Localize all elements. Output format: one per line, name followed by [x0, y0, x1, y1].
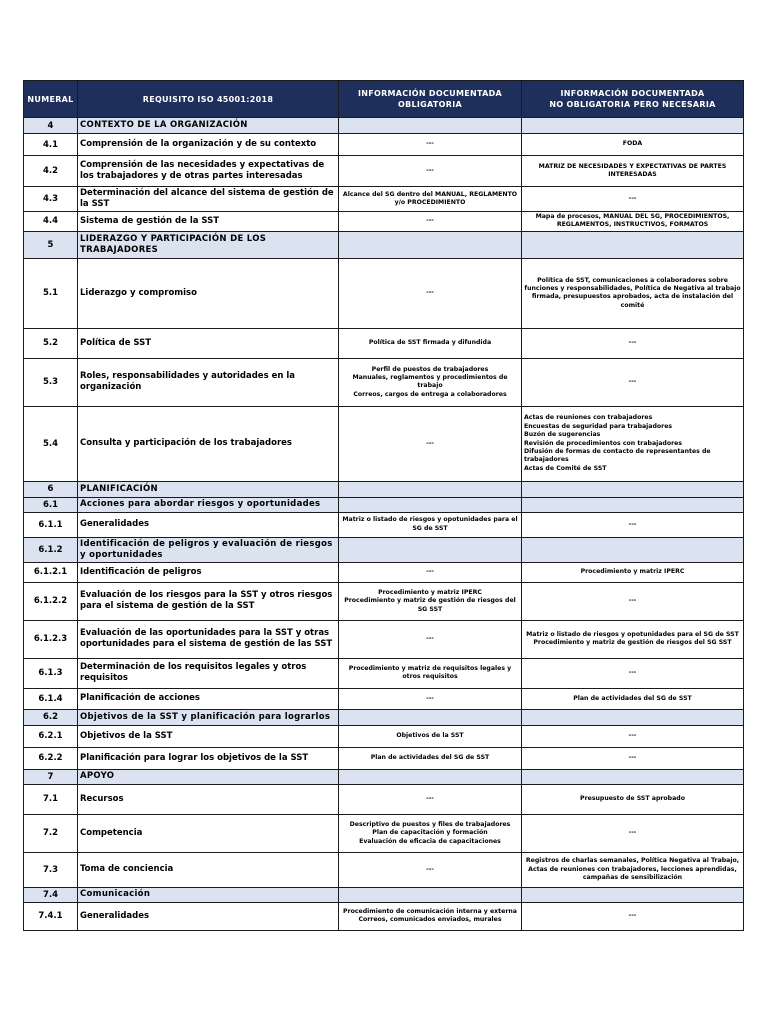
non-mandatory-info-cell: ---: [522, 328, 744, 358]
non-mandatory-info-cell: ---: [522, 512, 744, 537]
requirement-cell: Objetivos de la SST y planificación para lograrlos: [78, 709, 339, 725]
non-mandatory-info-cell: ---: [522, 725, 744, 747]
requirement-cell: Evaluación de las oportunidades para la SST y otras oportunidades para el sistema de gestión de las SST: [78, 620, 339, 658]
mandatory-info-cell: ---: [339, 406, 522, 481]
mandatory-info-cell: [339, 769, 522, 784]
requirement-cell: Identificación de peligros: [78, 562, 339, 582]
mandatory-info-cell: Política de SST firmada y difundida: [339, 328, 522, 358]
requirement-cell: Identificación de peligros y evaluación de riesgos y oportunidades: [78, 537, 339, 562]
numeral-cell: 4.2: [24, 156, 78, 187]
section-row: [24, 709, 744, 725]
requirement-cell: Planificación de acciones: [78, 688, 339, 709]
non-mandatory-info-cell: ---: [522, 814, 744, 852]
requirement-cell: Objetivos de la SST: [78, 725, 339, 747]
mandatory-info-cell: [339, 887, 522, 902]
requirement-cell: Evaluación de los riesgos para la SST y otros riesgos para el sistema de gestión de la SST: [78, 582, 339, 620]
section-row: [24, 231, 744, 258]
non-mandatory-info-cell: Mapa de procesos, MANUAL DEL SG, PROCEDIMIENTOS, REGLAMENTOS, INSTRUCTIVOS, FORMATOS: [522, 212, 744, 232]
table-row: [24, 156, 744, 187]
requirement-cell: Roles, responsabilidades y autoridades en la organización: [78, 358, 339, 406]
table-row: [24, 688, 744, 709]
numeral-cell: 7: [24, 769, 78, 784]
non-mandatory-info-cell: Política de SST, comunicaciones a colaboradores sobre funciones y responsabilidades, Política de Negativa al trabajo firmada, presupuestos aprobados, acta de instalación del comité: [522, 258, 744, 328]
numeral-cell: 4: [24, 118, 78, 134]
table-row: [24, 784, 744, 814]
table-row: [24, 212, 744, 232]
requirement-cell: APOYO: [78, 769, 339, 784]
table-row: [24, 725, 744, 747]
table-row: [24, 328, 744, 358]
header-no-obligatoria: INFORMACIÓN DOCUMENTADA NO OBLIGATORIA PERO NECESARIA: [522, 81, 744, 118]
requirement-cell: Determinación del alcance del sistema de gestión de la SST: [78, 187, 339, 212]
mandatory-info-cell: ---: [339, 784, 522, 814]
numeral-cell: 5.1: [24, 258, 78, 328]
non-mandatory-info-cell: Plan de actividades del SG de SST: [522, 688, 744, 709]
numeral-cell: 6.2.1: [24, 725, 78, 747]
numeral-cell: 6.1: [24, 497, 78, 512]
mandatory-info-cell: ---: [339, 212, 522, 232]
mandatory-info-cell: [339, 118, 522, 134]
requirement-cell: Generalidades: [78, 902, 339, 930]
mandatory-info-cell: Perfil de puestos de trabajadores Manuales, reglamentos y procedimientos de trabajo Correos, cargos de entrega a colaboradores: [339, 358, 522, 406]
non-mandatory-info-cell: ---: [522, 187, 744, 212]
numeral-cell: 6.1.2.2: [24, 582, 78, 620]
requirement-cell: Acciones para abordar riesgos y oportunidades: [78, 497, 339, 512]
non-mandatory-info-cell: [522, 769, 744, 784]
numeral-cell: 4.1: [24, 134, 78, 156]
header-obligatoria: INFORMACIÓN DOCUMENTADA OBLIGATORIA: [339, 81, 522, 118]
mandatory-info-cell: [339, 497, 522, 512]
numeral-cell: 7.4.1: [24, 902, 78, 930]
requirement-cell: Comprensión de la organización y de su contexto: [78, 134, 339, 156]
non-mandatory-info-cell: [522, 497, 744, 512]
requirement-cell: CONTEXTO DE LA ORGANIZACIÓN: [78, 118, 339, 134]
table-row: [24, 852, 744, 887]
numeral-cell: 5.4: [24, 406, 78, 481]
requirement-cell: Planificación para lograr los objetivos de la SST: [78, 747, 339, 769]
numeral-cell: 6.1.2.3: [24, 620, 78, 658]
table-row: [24, 620, 744, 658]
requirement-cell: Sistema de gestión de la SST: [78, 212, 339, 232]
non-mandatory-info-cell: ---: [522, 582, 744, 620]
header-requisito: REQUISITO ISO 45001:2018: [78, 81, 339, 118]
requirement-cell: Consulta y participación de los trabajadores: [78, 406, 339, 481]
table-row: [24, 406, 744, 481]
numeral-cell: 7.1: [24, 784, 78, 814]
table-row: [24, 134, 744, 156]
numeral-cell: 6.1.2: [24, 537, 78, 562]
non-mandatory-info-cell: Presupuesto de SST aprobado: [522, 784, 744, 814]
mandatory-info-cell: [339, 709, 522, 725]
section-row: [24, 887, 744, 902]
mandatory-info-cell: Procedimiento de comunicación interna y externa Correos, comunicados enviados, murales: [339, 902, 522, 930]
numeral-cell: 5.3: [24, 358, 78, 406]
requirement-cell: Recursos: [78, 784, 339, 814]
mandatory-info-cell: ---: [339, 688, 522, 709]
table-row: [24, 902, 744, 930]
non-mandatory-info-cell: [522, 887, 744, 902]
non-mandatory-info-cell: [522, 537, 744, 562]
mandatory-info-cell: ---: [339, 620, 522, 658]
numeral-cell: 5.2: [24, 328, 78, 358]
numeral-cell: 6.2: [24, 709, 78, 725]
requirement-cell: Toma de conciencia: [78, 852, 339, 887]
numeral-cell: 6.1.4: [24, 688, 78, 709]
requirement-cell: PLANIFICACIÓN: [78, 481, 339, 497]
section-row: [24, 537, 744, 562]
non-mandatory-info-cell: [522, 709, 744, 725]
requirement-cell: Liderazgo y compromiso: [78, 258, 339, 328]
mandatory-info-cell: Descriptivo de puestos y files de trabajadores Plan de capacitación y formación Evaluación de eficacia de capacitaciones: [339, 814, 522, 852]
header-numeral: NUMERAL: [24, 81, 78, 118]
table-row: [24, 814, 744, 852]
requirement-cell: Determinación de los requisitos legales y otros requisitos: [78, 658, 339, 688]
non-mandatory-info-cell: [522, 118, 744, 134]
numeral-cell: 6.2.2: [24, 747, 78, 769]
numeral-cell: 6: [24, 481, 78, 497]
table-row: [24, 512, 744, 537]
mandatory-info-cell: ---: [339, 134, 522, 156]
non-mandatory-info-cell: Registros de charlas semanales, Política Negativa al Trabajo, Actas de reuniones con trabajadores, lecciones aprendidas, campañas de sensibilización: [522, 852, 744, 887]
numeral-cell: 7.4: [24, 887, 78, 902]
requirement-cell: LIDERAZGO Y PARTICIPACIÓN DE LOS TRABAJADORES: [78, 231, 339, 258]
non-mandatory-info-cell: ---: [522, 747, 744, 769]
mandatory-info-cell: Matriz o listado de riesgos y opotunidades para el SG de SST: [339, 512, 522, 537]
mandatory-info-cell: Plan de actividades del SG de SST: [339, 747, 522, 769]
non-mandatory-info-cell: [522, 481, 744, 497]
numeral-cell: 6.1.1: [24, 512, 78, 537]
non-mandatory-info-cell: [522, 231, 744, 258]
mandatory-info-cell: ---: [339, 562, 522, 582]
numeral-cell: 4.3: [24, 187, 78, 212]
mandatory-info-cell: [339, 231, 522, 258]
table-row: [24, 658, 744, 688]
mandatory-info-cell: Procedimiento y matriz IPERC Procedimiento y matriz de gestión de riesgos del SG SST: [339, 582, 522, 620]
table-row: [24, 562, 744, 582]
table-row: [24, 187, 744, 212]
section-row: [24, 481, 744, 497]
non-mandatory-info-cell: Matriz o listado de riesgos y opotunidades para el SG de SST Procedimiento y matriz de gestión de riesgos del SG SST: [522, 620, 744, 658]
requirement-cell: Política de SST: [78, 328, 339, 358]
mandatory-info-cell: ---: [339, 156, 522, 187]
non-mandatory-info-cell: FODA: [522, 134, 744, 156]
mandatory-info-cell: Objetivos de la SST: [339, 725, 522, 747]
table-row: [24, 258, 744, 328]
section-row: [24, 769, 744, 784]
mandatory-info-cell: ---: [339, 258, 522, 328]
non-mandatory-info-cell: ---: [522, 358, 744, 406]
mandatory-info-cell: [339, 481, 522, 497]
numeral-cell: 7.2: [24, 814, 78, 852]
table-header-row: [24, 81, 744, 118]
non-mandatory-info-cell: Procedimiento y matriz IPERC: [522, 562, 744, 582]
numeral-cell: 4.4: [24, 212, 78, 232]
requirement-cell: Generalidades: [78, 512, 339, 537]
table-row: [24, 747, 744, 769]
requirement-cell: Competencia: [78, 814, 339, 852]
mandatory-info-cell: Procedimiento y matriz de requisitos legales y otros requisitos: [339, 658, 522, 688]
section-row: [24, 118, 744, 134]
table-row: [24, 582, 744, 620]
requirement-cell: Comunicación: [78, 887, 339, 902]
table-row: [24, 358, 744, 406]
numeral-cell: 6.1.2.1: [24, 562, 78, 582]
iso-45001-requirements-table: [23, 80, 744, 931]
mandatory-info-cell: Alcance del SG dentro del MANUAL, REGLAMENTO y/o PROCEDIMIENTO: [339, 187, 522, 212]
non-mandatory-info-cell: ---: [522, 658, 744, 688]
requirement-cell: Comprensión de las necesidades y expectativas de los trabajadores y de otras partes interesadas: [78, 156, 339, 187]
section-row: [24, 497, 744, 512]
non-mandatory-info-cell: ---: [522, 902, 744, 930]
non-mandatory-info-cell: Actas de reuniones con trabajadores Encuestas de seguridad para trabajadores Buzón de sugerencias Revisión de procedimientos con trabajadores Difusión de formas de contacto de representantes de trabajadores Actas de Comité de SST: [522, 406, 744, 481]
numeral-cell: 7.3: [24, 852, 78, 887]
non-mandatory-info-cell: MATRIZ DE NECESIDADES Y EXPECTATIVAS DE PARTES INTERESADAS: [522, 156, 744, 187]
mandatory-info-cell: ---: [339, 852, 522, 887]
numeral-cell: 6.1.3: [24, 658, 78, 688]
numeral-cell: 5: [24, 231, 78, 258]
mandatory-info-cell: [339, 537, 522, 562]
